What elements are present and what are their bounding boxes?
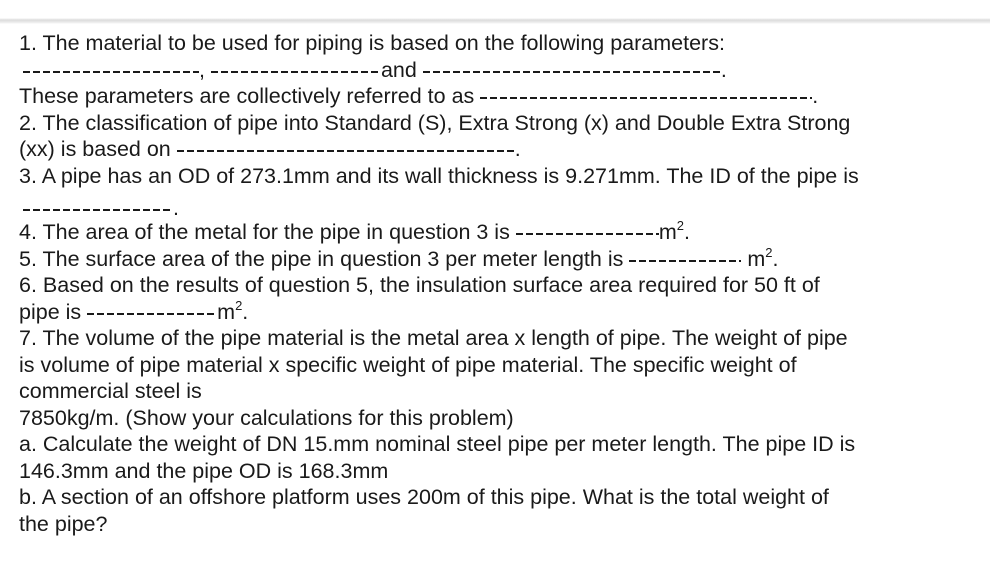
q7a-line-1: a. Calculate the weight of DN 15.mm nominal steel pipe per meter length. The pipe ID is [19,432,856,456]
q1-line-3 [19,83,974,110]
q1-blank-4 [480,97,812,99]
q2-blank [177,150,515,152]
q1-blank-3 [423,71,721,73]
q1-line-3-period: . [812,84,819,108]
q5-period: . [772,246,779,271]
q2-line-1: 2. The classification of pipe into Standard (S), Extra Strong (x) and Double Extra Strong [19,110,851,135]
q2-period: . [514,137,521,161]
q2-line-2 [19,136,974,163]
q7a-line-2: 146.3mm and the pipe OD is 168.3mm [19,458,389,483]
q7b-line-1: b. A section of an offshore platform uses 200m of this pipe. What is the total weight of [19,485,829,509]
q5-line [19,246,974,273]
top-divider [0,0,990,24]
q5-unit: m [747,246,766,271]
q7-line-2: is volume of pipe material x specific weight of pipe material. The specific weight of [19,352,797,377]
q6-unit: m [217,299,236,324]
q6-blank [87,313,217,315]
q1-blank-1 [23,71,199,73]
q5-unit-exponent: 2 [765,244,773,260]
q1-and-word: and [380,57,417,82]
q3-line-2 [19,197,974,219]
q7-line-3: commercial steel is [19,379,202,403]
q6-line-2 [19,299,974,326]
q3-period: . [173,196,179,220]
worksheet [19,30,974,537]
q3-line-1: 3. A pipe has an OD of 273.1mm and its wall thickness is 9.271mm. The ID of the pipe is [19,163,859,188]
q1-comma: , [199,57,205,82]
q1-line-1: 1. The material to be used for piping is based on the following parameters: [19,31,725,55]
q1-line-3-text: These parameters are collectively referred to as [19,84,475,108]
q7-line-4: 7850kg/m. (Show your calculations for this problem) [19,405,514,430]
q4-blank [516,233,659,235]
q6-period: . [242,299,249,324]
q3-spacer [19,189,974,197]
q3-blank [23,209,173,211]
q4-line [19,219,974,246]
q7-line-1: 7. The volume of the pipe material is the metal area x length of pipe. The weight of pipe [19,326,848,350]
q4-unit-exponent: 2 [676,218,684,233]
q7b-line-2: the pipe? [19,511,108,536]
q4-period: . [683,220,690,244]
q5-text: 5. The surface area of the pipe in question 3 per meter length is [19,246,624,271]
q4-unit: m [658,220,677,244]
q4-text: 4. The area of the metal for the pipe in question 3 is [19,220,510,244]
q6-line-1: 6. Based on the results of question 5, the insulation surface area required for 50 ft of [19,273,820,297]
q2-line-2-text: (xx) is based on [19,137,171,161]
q6-line-2-text: pipe is [19,299,82,324]
q1-line-2 [19,57,974,84]
q1-period: . [720,57,727,82]
q6-unit-exponent: 2 [235,297,243,313]
q5-blank [629,260,741,262]
q1-blank-2 [211,71,381,73]
